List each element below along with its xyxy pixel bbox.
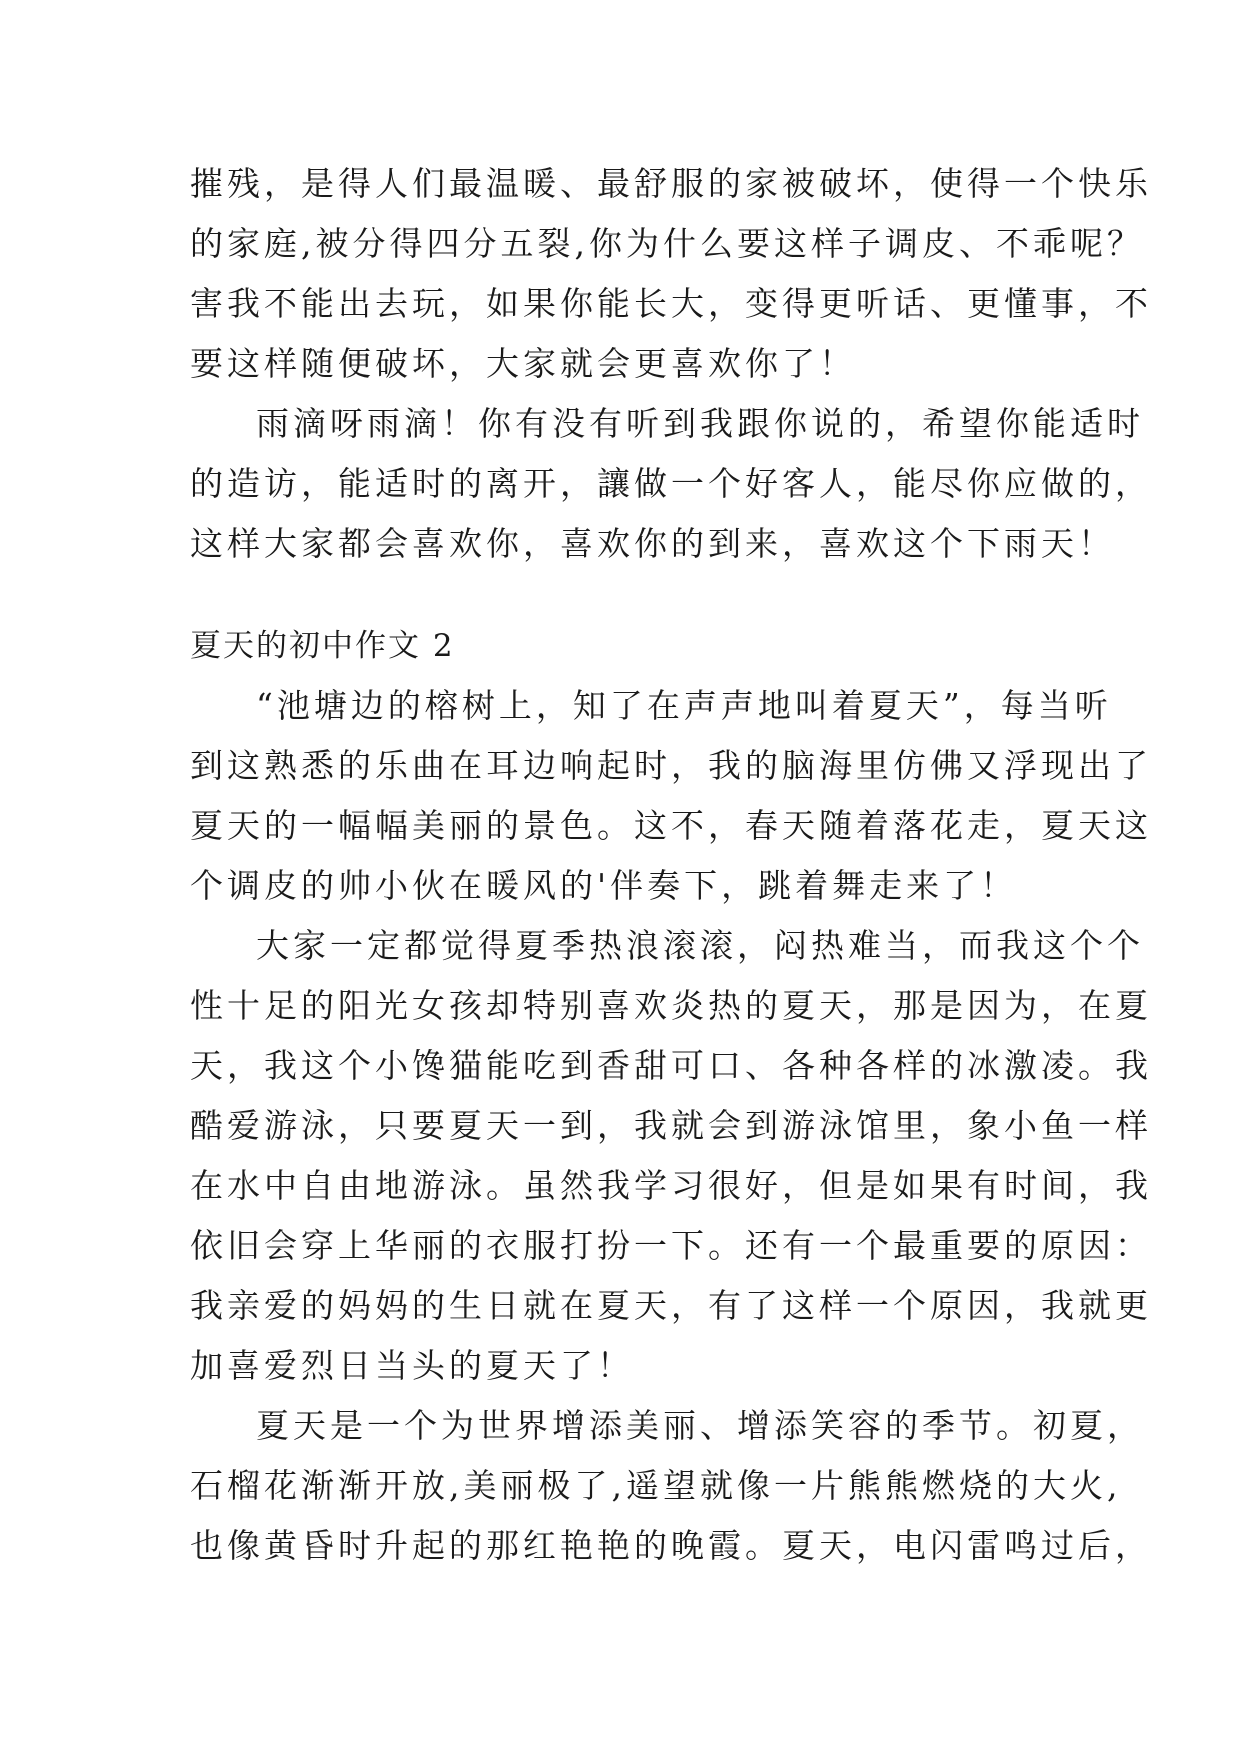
- text-line: “池塘边的榕树上，知了在声声地叫着夏天”，每当听: [256, 686, 1112, 725]
- text-line: 这样大家都会喜欢你，喜欢你的到来，喜欢这个下雨天！: [190, 524, 1115, 563]
- text-line: 性十足的阳光女孩却特别喜欢炎热的夏天，那是因为，在夏: [190, 986, 1152, 1025]
- paragraph-2: [190, 394, 1152, 574]
- text-line: 也像黄昏时升起的那红艳艳的晚霞。夏天，电闪雷鸣过后，: [190, 1526, 1152, 1565]
- text-line: 天，我这个小馋猫能吃到香甜可口、各种各样的冰激凌。我: [190, 1046, 1152, 1085]
- paragraph-1: [190, 154, 1152, 394]
- essay-section-1: [190, 154, 1152, 574]
- paragraph-3: [190, 676, 1152, 916]
- text-line: 雨滴呀雨滴！你有没有听到我跟你说的，希望你能适时: [256, 404, 1144, 443]
- text-line: 酷爱游泳，只要夏天一到，我就会到游泳馆里，象小鱼一样: [190, 1106, 1152, 1145]
- essay-section-2: [190, 616, 1152, 1576]
- text-line: 加喜爱烈日当头的夏天了！: [190, 1346, 634, 1385]
- text-line: 我亲爱的妈妈的生日就在夏天，有了这样一个原因，我就更: [190, 1286, 1152, 1325]
- paragraph-5: [190, 1396, 1152, 1576]
- text-line: 夏天是一个为世界增添美丽、增添笑容的季节。初夏，: [256, 1406, 1144, 1445]
- text-line: 依旧会穿上华丽的衣服打扮一下。还有一个最重要的原因：: [190, 1226, 1152, 1265]
- text-line: 要这样随便破坏，大家就会更喜欢你了！: [190, 344, 856, 383]
- text-line: 害我不能出去玩，如果你能长大，变得更听话、更懂事，不: [190, 284, 1152, 323]
- text-line: 夏天的一幅幅美丽的景色。这不，春天随着落花走，夏天这: [190, 806, 1152, 845]
- text-line: 在水中自由地游泳。虽然我学习很好，但是如果有时间，我: [190, 1166, 1152, 1205]
- text-line: 摧残，是得人们最温暖、最舒服的家被破坏，使得一个快乐: [190, 164, 1152, 203]
- paragraph-4: [190, 916, 1152, 1396]
- text-line: 的造访，能适时的离开，讓做一个好客人，能尽你应做的，: [190, 464, 1152, 503]
- essay-title: 夏天的初中作文 2: [190, 628, 455, 664]
- text-line: 到这熟悉的乐曲在耳边响起时，我的脑海里仿佛又浮现出了: [190, 746, 1152, 785]
- text-line: 大家一定都觉得夏季热浪滚滚，闷热难当，而我这个个: [256, 926, 1144, 965]
- text-line: 的家庭,被分得四分五裂,你为什么要这样子调皮、不乖呢？: [190, 224, 1144, 263]
- text-line: 个调皮的帅小伙在暖风的'伴奏下，跳着舞走来了！: [190, 866, 1018, 905]
- text-line: 石榴花渐渐开放,美丽极了,遥望就像一片熊熊燃烧的大火,: [190, 1466, 1122, 1505]
